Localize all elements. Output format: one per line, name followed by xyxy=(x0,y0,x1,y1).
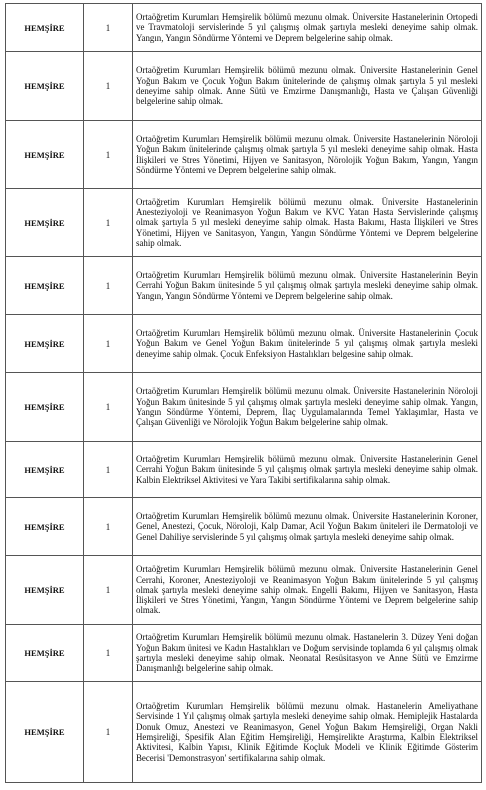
requirements-cell: Ortaöğretim Kurumları Hemşirelik bölümü mezunu olmak. Üniversite Hastanelerinin Genel Cerrahi Yoğun Bakım ünitesinde 5 yıl çalışmış olmak şartıyla mesleki deneyime sahip olmak. Kalbin Elektriksel Aktivitesi ve Yara Takibi sertifikalarına sahip olmak. xyxy=(133,442,482,498)
position-title-cell: HEMŞİRE xyxy=(6,498,84,556)
table-row xyxy=(6,315,482,373)
job-requirements-table xyxy=(5,3,482,783)
requirements-cell: Ortaöğretim Kurumları Hemşirelik bölümü mezunu olmak. Üniversite Hastanelerinin Koroner, Genel, Anestezi, Çocuk, Nöroloji, Kalp Damar, Acil Yoğun Bakım üniteleri ile Dermatoloji ve Genel Dahiliye servislerinde 5 yıl çalışmış olmak şartıyla mesleki deneyime sahip olmak. xyxy=(133,498,482,556)
position-title-cell: HEMŞİRE xyxy=(6,4,84,52)
table-row xyxy=(6,625,482,682)
position-count-cell: 1 xyxy=(84,625,133,682)
position-count-cell: 1 xyxy=(84,4,133,52)
table-row xyxy=(6,682,482,783)
table-body xyxy=(6,4,482,783)
table-row xyxy=(6,442,482,498)
table-row xyxy=(6,373,482,442)
requirements-cell: Ortaöğretim Kurumları Hemşirelik bölümü mezunu olmak. Üniversite Hastanelerinin Nöroloji Yoğun Bakım ünitelerinde çalışmış olmak şartıyla 5 yıl mesleki deneyime sahip olmak. Hasta İlişkileri ve Stres Yönetimi, Hijyen ve Sanitasyon, Nörolojik Yoğun Bakım, Yangın, Yangın Söndürme Yöntemi ve Deprem belgelerine sahip olmak. xyxy=(133,121,482,189)
position-count-cell: 1 xyxy=(84,189,133,257)
position-title-cell: HEMŞİRE xyxy=(6,315,84,373)
requirements-cell: Ortaöğretim Kurumları Hemşirelik bölümü mezunu olmak. Üniversite Hastanelerinin Genel Yoğun Bakım ve Çocuk Yoğun Bakım ünitelerinde de çalışmış olmak şartıyla 5 yıl mesleki deneyime sahip olmak. Anne Sütü ve Emzirme Danışmanlığı, Hasta ve Çalışan Güvenliği belgelerine sahip olmak. xyxy=(133,52,482,121)
requirements-cell: Ortaöğretim Kurumları Hemşirelik bölümü mezunu olmak. Üniversite Hastanelerinin Çocuk Yoğun Bakım ve Genel Yoğun Bakım ünitelerinde 5 yıl çalışmış olmak şartıyla mesleki deneyime sahip olmak. Çocuk Enfeksiyon Hastalıkları belgesine sahip olmak. xyxy=(133,315,482,373)
position-title-cell: HEMŞİRE xyxy=(6,556,84,625)
table-row xyxy=(6,121,482,189)
position-count-cell: 1 xyxy=(84,373,133,442)
position-title-cell: HEMŞİRE xyxy=(6,442,84,498)
position-count-cell: 1 xyxy=(84,498,133,556)
requirements-cell: Ortaöğretim Kurumları Hemşirelik bölümü mezunu olmak. Üniversite Hastanelerinin Ortopedi ve Travmatoloji servislerinde 5 yıl çalışmış olmak şartıyla mesleki deneyime sahip olmak. Yangın, Yangın Söndürme Yöntemi ve Deprem belgelerine sahip olmak. xyxy=(133,4,482,52)
table-row xyxy=(6,4,482,52)
table-row xyxy=(6,189,482,257)
position-count-cell: 1 xyxy=(84,315,133,373)
table-row xyxy=(6,52,482,121)
position-title-cell: HEMŞİRE xyxy=(6,189,84,257)
table-row xyxy=(6,556,482,625)
position-title-cell: HEMŞİRE xyxy=(6,625,84,682)
requirements-cell: Ortaöğretim Kurumları Hemşirelik bölümü mezunu olmak. Üniversite Hastanelerinin Beyin Cerrahi Yoğun Bakım ünitesinde 5 yıl çalışmış olmak şartıyla mesleki deneyime sahip olmak. Yangın, Yangın Söndürme Yöntemi ve Deprem belgelerine sahip olmak. xyxy=(133,257,482,315)
table-row xyxy=(6,257,482,315)
position-count-cell: 1 xyxy=(84,442,133,498)
requirements-cell: Ortaöğretim Kurumları Hemşirelik bölümü mezunu olmak. Üniversite Hastanelerinin Genel Cerrahi, Koroner, Anesteziyoloji ve Reanimasyon Yoğun Bakım ünitelerinde 5 yıl çalışmış olmak şartıyla mesleki deneyime sahip olmak. Engelli Bakımı, Hijyen ve Sanitasyon, Hasta İlişkileri ve Stres Yönetimi, Yangın, Yangın Söndürme Yöntemi ve Deprem belgelerine sahip olmak. xyxy=(133,556,482,625)
requirements-cell: Ortaöğretim Kurumları Hemşirelik bölümü mezunu olmak. Üniversite Hastanelerinin Nöroloji Yoğun Bakım ünitesinde 5 yıl çalışmış olmak şartıyla mesleki deneyime sahip olmak. Yangın, Yangın Söndürme Yöntemi, Deprem, İlaç Uygulamalarında Temel Yaklaşımlar, Hasta ve Çalışan Güvenliği ve Nörolojik Yoğun Bakım belgelerine sahip olmak. xyxy=(133,373,482,442)
requirements-cell: Ortaöğretim Kurumları Hemşirelik bölümü mezunu olmak. Hastanelerin 3. Düzey Yeni doğan Yoğun Bakım ünitesi ve Kadın Hastalıkları ve Doğum servisinde toplamda 6 yıl çalışmış olmak şartıyla mesleki deneyime sahip olmak. Neonatal Resüsitasyon ve Anne Sütü ve Emzirme Danışmanlığı belgelerine sahip olmak. xyxy=(133,625,482,682)
position-count-cell: 1 xyxy=(84,257,133,315)
requirements-cell: Ortaöğretim Kurumları Hemşirelik bölümü mezunu olmak. Hastanelerin Ameliyathane Servisinde 1 Yıl çalışmış olmak şartıyla mesleki deneyime sahip olmak. Hemiplejik Hastalarda Donuk Omuz, Anestezi ve Reanimasyon, Genel Yoğun Bakım Hemşireliği, Organ Nakli Hemşireliği, Spesifik Alan Eğitim Hemşireliği, Hemşirelikte Araştırma, Kalbin Elektriksel Aktivitesi, Kalbin Yapısı, Klinik Eğitimde Koçluk Modeli ve Klinik Eğitimde Gösterim Becerisi 'Demonstrasyon' sertifikalarına sahip olmak. xyxy=(133,682,482,783)
position-title-cell: HEMŞİRE xyxy=(6,52,84,121)
requirements-cell: Ortaöğretim Kurumları Hemşirelik bölümü mezunu olmak. Üniversite Hastanelerinin Anesteziyoloji ve Reanimasyon Yoğun Bakım ve KVC Yatan Hasta Servislerinde çalışmış olmak şartıyla 5 yıl mesleki deneyime sahip olmak. Hasta Bakımı, Hasta İlişkileri ve Stres Yönetimi, Hijyen ve Sanitasyon, Yangın, Yangın Söndürme Yöntemi ve Deprem belgelerine sahip olmak. xyxy=(133,189,482,257)
position-title-cell: HEMŞİRE xyxy=(6,682,84,783)
position-title-cell: HEMŞİRE xyxy=(6,121,84,189)
position-title-cell: HEMŞİRE xyxy=(6,257,84,315)
position-count-cell: 1 xyxy=(84,556,133,625)
table-row xyxy=(6,498,482,556)
position-count-cell: 1 xyxy=(84,682,133,783)
position-count-cell: 1 xyxy=(84,52,133,121)
position-title-cell: HEMŞİRE xyxy=(6,373,84,442)
position-count-cell: 1 xyxy=(84,121,133,189)
